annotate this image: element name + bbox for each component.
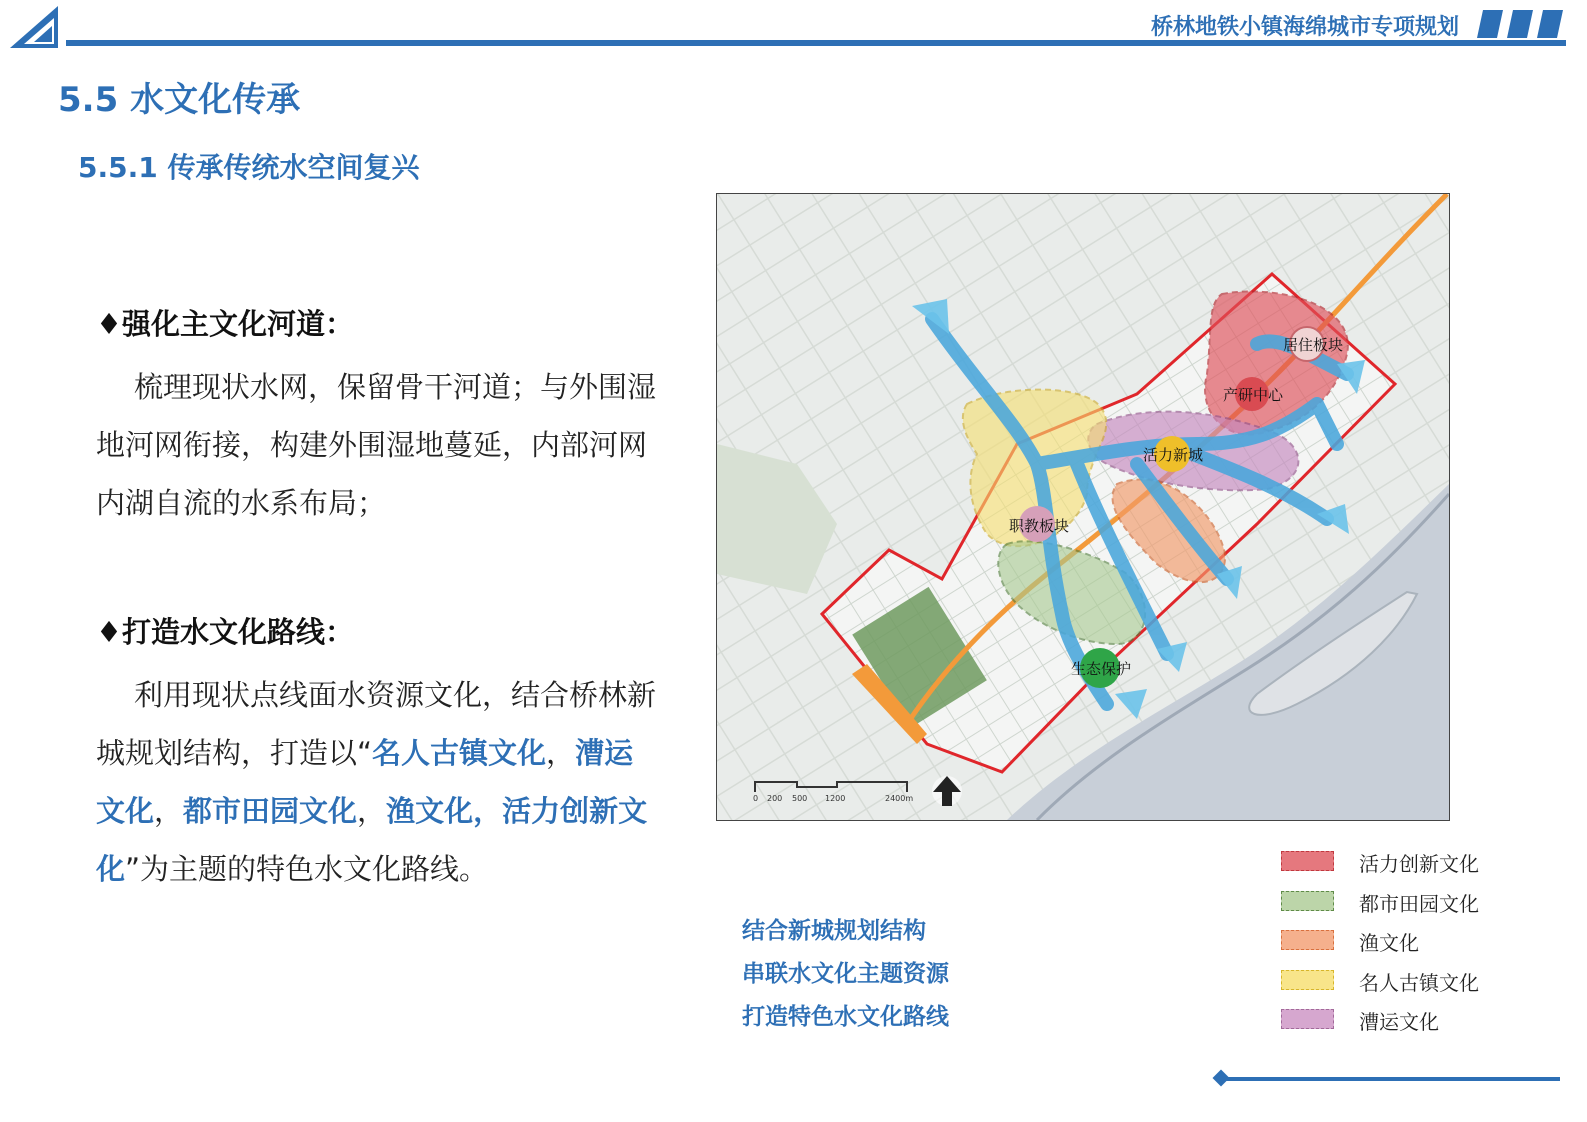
summary-line: 打造特色水文化路线 (742, 1004, 949, 1030)
block2-title: ♦打造水文化路线： (96, 615, 354, 649)
separator: ， (154, 794, 184, 828)
block1-text: 梳理现状水网，保留骨干河道；与外围湿地河网衔接，构建外围湿地蔓延，内部河网内湖自流的水系布局； (96, 370, 657, 520)
scale-tick: 200 (767, 794, 783, 803)
summary-line: 串联水文化主题资源 (742, 961, 949, 987)
legend-label: 名人古镇文化 (1359, 970, 1479, 995)
north-arrow-icon (932, 776, 962, 806)
highlight-canal: 漕运文化 (96, 736, 634, 828)
legend-swatch (1281, 970, 1334, 990)
header-decoration-bars (1477, 10, 1567, 38)
block2-text-after: ”为主题的特色水文化路线。 (125, 852, 489, 886)
block1-title: ♦强化主文化河道： (96, 307, 354, 341)
highlight-urban-pastoral: 都市田园文化 (183, 794, 358, 828)
scale-tick: 2400m (885, 794, 914, 803)
highlight-fishery-innovation: 渔文化，活力创新文化 (96, 794, 648, 886)
section-heading: 5.5 水文化传承 (58, 80, 301, 120)
subsection-heading: 5.5.1 传承传统水空间复兴 (78, 151, 420, 184)
summary-line: 结合新城规划结构 (742, 918, 926, 944)
separator: ， (546, 736, 576, 770)
scale-tick: 0 (753, 794, 759, 803)
legend-label: 渔文化 (1359, 931, 1419, 955)
scale-tick: 1200 (825, 794, 846, 803)
summary-block (742, 910, 949, 1039)
legend-swatch (1281, 851, 1334, 871)
logo-icon (8, 4, 64, 50)
block2-paragraph (96, 666, 656, 898)
map-svg (717, 194, 1449, 820)
legend-label: 漕运文化 (1359, 1010, 1439, 1034)
legend-label: 都市田园文化 (1359, 891, 1479, 916)
map-label-eco: 生态保护 (1070, 660, 1132, 678)
legend-swatch (1281, 1009, 1334, 1029)
map-label-residential: 居住板块 (1282, 336, 1344, 354)
legend-label: 活力创新文化 (1359, 852, 1479, 876)
block2-text-before: 利用现状点线面水资源文化，结合桥林新城规划结构，打造以“ (96, 678, 657, 770)
legend-swatch (1281, 891, 1334, 911)
document-title: 桥林地铁小镇海绵城市专项规划 (1150, 15, 1459, 40)
legend-swatch (1281, 930, 1334, 950)
map-label-vitality: 活力新城 (1142, 446, 1204, 464)
scale-tick: 500 (792, 794, 808, 803)
block1-paragraph (96, 358, 656, 532)
water-culture-map (716, 193, 1450, 821)
separator: ， (357, 794, 387, 828)
highlight-celebrity-town: 名人古镇文化 (372, 736, 547, 770)
footer-rule (1226, 1077, 1560, 1081)
map-label-vocational: 职教板块 (1008, 517, 1070, 535)
map-label-rnd: 产研中心 (1222, 386, 1284, 404)
